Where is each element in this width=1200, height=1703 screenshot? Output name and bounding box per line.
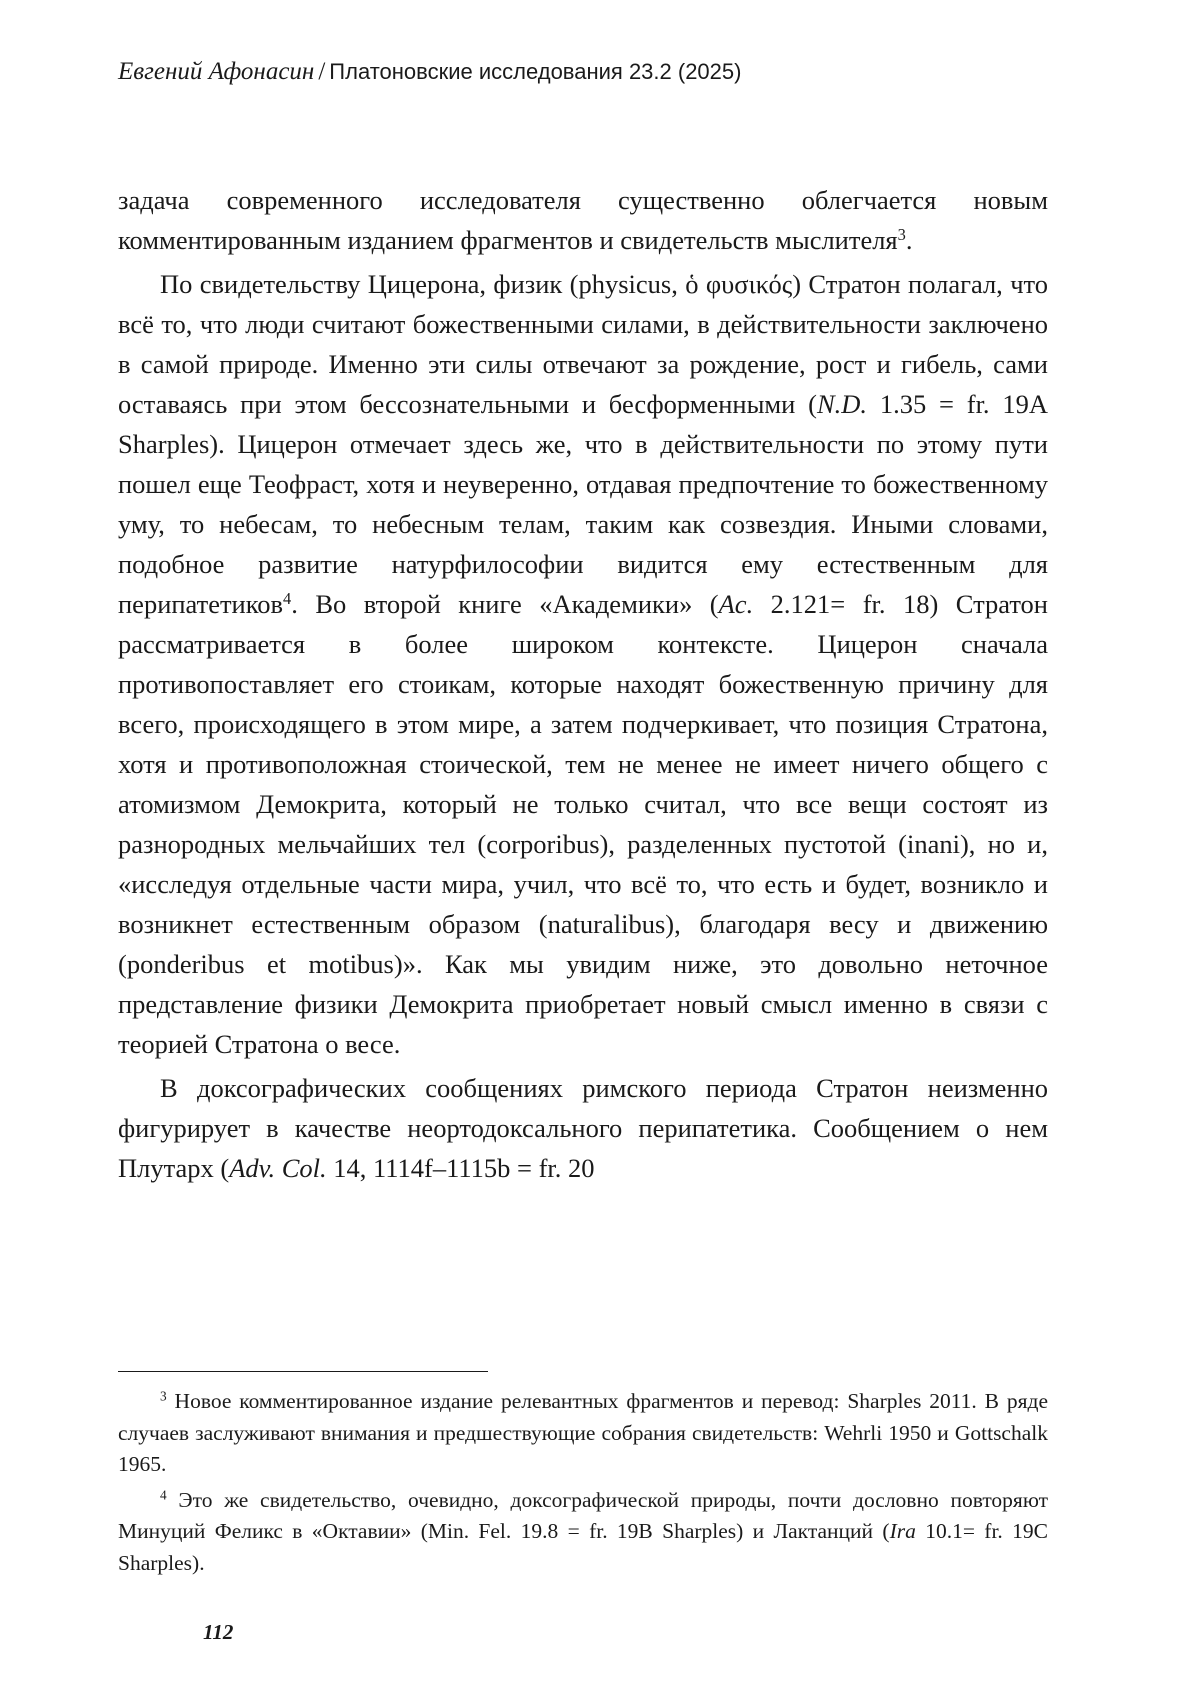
- footnote-4-number: 4: [160, 1487, 167, 1503]
- footnote-4-text-b: 10.1= fr. 19C Sharples).: [118, 1519, 1048, 1575]
- citation-ira: Ira: [889, 1519, 916, 1543]
- citation-nd: N.D.: [816, 389, 868, 419]
- author-name: Евгений Афонасин: [118, 58, 315, 85]
- footnotes: [118, 1386, 1048, 1579]
- paragraph-3-sentence-2: 14, 1114f–1115b = fr. 20: [326, 1153, 595, 1183]
- footnote-divider: [118, 1371, 488, 1372]
- paragraph-1: [118, 180, 1048, 260]
- footnote-3-text: Новое комментированное издание релевантных фрагментов и перевод: Sharples 2011. В ряде случаев заслуживают внимания и предшествующие собрания свидетельств: Wehrli 1950 и Gottschalk 1965.: [118, 1389, 1048, 1476]
- footnote-3: [118, 1386, 1048, 1481]
- running-head: [118, 52, 741, 92]
- paragraph-3-sentence-1: В доксографических сообщениях римского периода Стратон неизменно фигурирует в качестве неортодоксального перипатетика. Сообщением о нем Плутарх (: [118, 1073, 1048, 1183]
- footnote-ref-4: 4: [283, 588, 292, 608]
- header-separator: /: [318, 58, 326, 85]
- footnote-3-number: 3: [160, 1388, 167, 1404]
- footnote-ref-3: 3: [897, 224, 906, 244]
- paragraph-2-sentence-4: 2.121= fr. 18) Стратон рассматривается в более широком контексте. Цицерон сначала противопоставляет его стоикам, которые находят божественную причину для всего, происходящего в этом мире, а затем подчеркивает, что позиция Стратона, хотя и противоположная стоической, тем не менее не имеет ничего общего с атомизмом Демокрита, который не только считал, что все вещи состоят из разнородных мельчайших тел (corporibus), разделенных пустотой (inani), но и, «исследуя отдельные части мира, учил, что всё то, что есть и будет, возникло и возникнет естественным образом (naturalibus), благодаря весу и движению (ponderibus et motibus)». Как мы увидим ниже, это довольно неточное представление физики Демокрита приобретает новый смысл именно в связи с теорией Стратона о весе.: [118, 589, 1048, 1059]
- paragraph-1-text-b: .: [905, 225, 913, 255]
- paragraph-2-sentence-1: По свидетельству Цицерона, физик (physicus, ὁ φυσικός) Стратон полагал, что всё то, что люди считают божественными силами, в действительности заключено в самой природе. Именно эти силы отвечают за рождение, рост и гибель, сами оставаясь при этом бессознательными и бесформенными (: [118, 269, 1048, 419]
- footnote-4-text-a: Это же свидетельство, очевидно, доксографической природы, почти дословно повторяют Минуций Феликс в «Октавии» (Min. Fel. 19.8 = fr. 19B Sharples) и Лактанций (: [118, 1487, 1048, 1543]
- citation-adv-col: Adv. Col.: [229, 1153, 327, 1183]
- main-text: [118, 180, 1048, 1188]
- paragraph-2-sentence-3: . Во второй книге «Академики» (: [291, 589, 719, 619]
- footnote-4: [118, 1485, 1048, 1580]
- paragraph-2: [118, 264, 1048, 1064]
- paragraph-2-sentence-2: 1.35 = fr. 19A Sharples). Цицерон отмечает здесь же, что в действительности по этому пути пошел еще Теофраст, хотя и неуверенно, отдавая предпочтение то божественному уму, то небесам, то небесным телам, таким как созвездия. Иными словами, подобное развитие натурфилософии видится ему естественным для перипатетиков: [118, 389, 1048, 619]
- paragraph-3: [118, 1068, 1048, 1188]
- page-number: 112: [203, 1620, 234, 1644]
- journal-title: Платоновские исследования 23.2 (2025): [329, 59, 742, 84]
- paragraph-1-text-a: задача современного исследователя существенно облегчается новым комментированным изданием фрагментов и свидетельств мыслителя: [118, 185, 1048, 255]
- citation-ac: Ac.: [718, 589, 754, 619]
